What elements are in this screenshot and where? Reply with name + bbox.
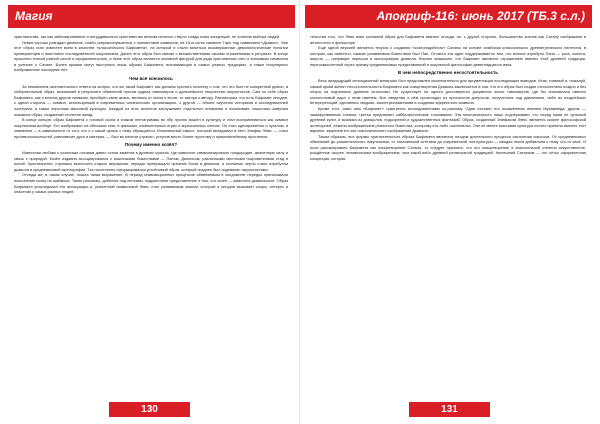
article-paragraph: Весь предыдущий сенсационный материал был представлен исключительно для аргументации последующих выводов. Итак, главный и, пожалуй, самый яркий аспект несостоятельности Бафомета как олицетворения Дьявола заключается в том, что его образ был создан относительно поздно и без опоры на подлинные древние источники. Не существует ни одного достоверного документа эпохи тамплиеров, где бы описывался именно козлоголовый идол с этим именем. Все сведения о нём происходят из протоколов допросов, полученных под давлением, либо из позднейших интерпретаций, сделанных людьми, заинтересованными в создании эффектного символа. (310, 78, 586, 106)
article-paragraph: Левия хорошо разгадал демонов, слабо соприкоснувшегося с элементами символов, на 15-м curse символе Таро под названием «Дьявол». Уже этот образ стал известен всем в качестве «классического Бафомета», на который и стали валиться исковерканные демонологические попытки приверженцев и неистовых последователей оккультизма. Далее этот образ был связан с множественными своими отражениями в ритуалах. В конце прошлого эпохой разной силой и оформленностью, а ныне этот образ является основной фигурой для ряда христианских сект и значимым символом в учениях о Сатане. Более яркими могут выступать лишь образы Бафомета, всплывающие в самых разных традициях, а также популярных изображениях последних лет. (14, 39, 288, 73)
article-subheading: Чем всё кончилось (129, 75, 173, 81)
right-page-body (310, 34, 586, 396)
article-paragraph: Известная любовь к козлиным головам давно стала заметна в древних культах, где животное символизировало плодородие, жизненную силу и связь с природой. Козёл издавна ассоциировался с языческими божествами — Паном, Дионисом, различными местными покровителями стад и полей. Христианство, стремясь вытеснить старые верования, нередко превращало прежних богов в демонов, и козлиные черты стали атрибутом дьявола в средневековой иконографии. Так постепенно сформировался устойчивый образ, который позднее был подхвачен оккультистами. (14, 150, 288, 172)
article-paragraph: Кроме того, само имя «Бафомет» трактуется исследователями по-разному. Одни считают его искажённым именем Мухаммеда, другие — зашифрованным словом, третьи предлагают каббалистические толкования. Эта многозначность лишь подчёркивает, что перед нами не цельный древний культ, а мозаика из домыслов, подозрений и художественных фантазий. Образ, созданный Элифасом Леви, является скорее философской аллегорией, нежели изображением реального божества, которому кто-либо поклонялся. Тем не менее массовая культура охотно приняла именно этот вариант, закрепив его как «каноническое» изображение Дьявола. (310, 106, 586, 134)
article-paragraph: Таким образом, все формы притягательного образа Бафомета являются плодом длительного процесса наслоения смыслов. От средневековых обвинений до романтического оккультизма, от сатанинской эстетики до современной поп-культуры — каждая эпоха добавляла к нему что-то своё. И если рассматривать Бафомета как олицетворение Сатаны, то следует признать, что это олицетворение в значительной степени искусственное, рождённое скорее человеческим воображением, чем какой-либо древней религиозной традицией. Нынешний Сатанизм — это чётко оформленная концепция, которая (310, 133, 586, 161)
left-page-body (14, 34, 288, 396)
article-paragraph: За неимением окончательного ответа на вопрос, кто же такой Бафомет, мы должны принять гипотезу о том, что это был не конкретный демон, а собирательный образ, возникший в результате обвинений против ордена тамплиеров и дальнейшего творчества оккультистов. Сам по себе образ Бафомета, как и многие другие символы, приобрёл свою жизнь, меняясь от эпохи к эпохе, от автора к автору. Рассмотрим, что есть Бафомет сегодня: с одной стороны — символ, используемый в современных сатанистских организациях, с другой — объект изучения историков и исследователей эзотерики, а также персонаж массовой культуры. Каждый из этих аспектов заслуживает отдельного внимания и показывает, насколько живучим оказался образ, созданный столетия назад. (14, 83, 288, 117)
article-subheading: В чем непосредственно несостоятельность (397, 70, 499, 76)
right-page-number: 131 (409, 402, 490, 417)
article-paragraph: В конце концов, образ Бафомета с головой козла и знаком пентаграммы во лбу прочно вошёл в культуру и стал восприниматься как символ оккультизма вообще. Его изображают на обложках книг, в фильмах, компьютерных играх и музыкальных клипах. Он стал одновременно и пугалом, и знаменем — в зависимости от того, кто и с какой целью к нему обращается. Изначальный смысл, который вкладывал в него Элифас Леви, — союз противоположностей, равновесие духа и материи, — был во многом утрачен, уступив место более простому и прямолинейному прочтению. (14, 117, 288, 139)
article-paragraph: тельства того, что Леви взял козлиный образ для Бафомета именно отсюда, но, с другой стороны, большинство козлов как Сатану изображали в античности и фольклоре. (310, 34, 586, 45)
right-header-bar (305, 5, 592, 28)
article-paragraph: христианства, так как заблокированное и потрудившееся христианство весьма неплохо стёрло следы иных концепций, не отличив выбора людей. (14, 34, 281, 39)
left-page-number: 130 (109, 402, 190, 417)
right-page (300, 0, 600, 424)
right-issue-title: Апокриф-116: июнь 2017 (ТБ.3 с.л.) (376, 9, 585, 23)
article-paragraph: Ещё одной версией является теория о создании «козлоподобного» Сатаны на основе симбиоза классического древнегреческого пантеона, в котором, как известно, самым узнаваемым божеством был Пан. Отчасти эта идея поддерживается тем, что многие атрибуты Пана — рога, копыта, шерсть — напрямую перешли в иконографию дьявола. Вполне возможно, что Бафомет является отражением именно этой древней традиции, переосмысленной через призму средневековых представлений и оккультной философии девятнадцатого века. (310, 45, 586, 67)
left-header-bar (8, 5, 295, 28)
article-subheading: Почему именно козёл? (124, 142, 178, 148)
article-paragraph: Отсюда же, в таком случае, пошла такая выражение. В период инквизиционных процессов обвиняемым в колдовстве нередко приписывали поклонение козлу на шабашах. Такие рассказы, добытые под пытками, подкрепляли представление о том, что козёл — животное дьявольское. Образ Бафомета унаследовал эти ассоциации и, усиленный символикой Леви, стал узнаваемым знаком, который и сегодня вызывает споры, интерес и опасения у самых разных людей. (14, 172, 288, 195)
left-section-title: Магия (15, 9, 53, 23)
